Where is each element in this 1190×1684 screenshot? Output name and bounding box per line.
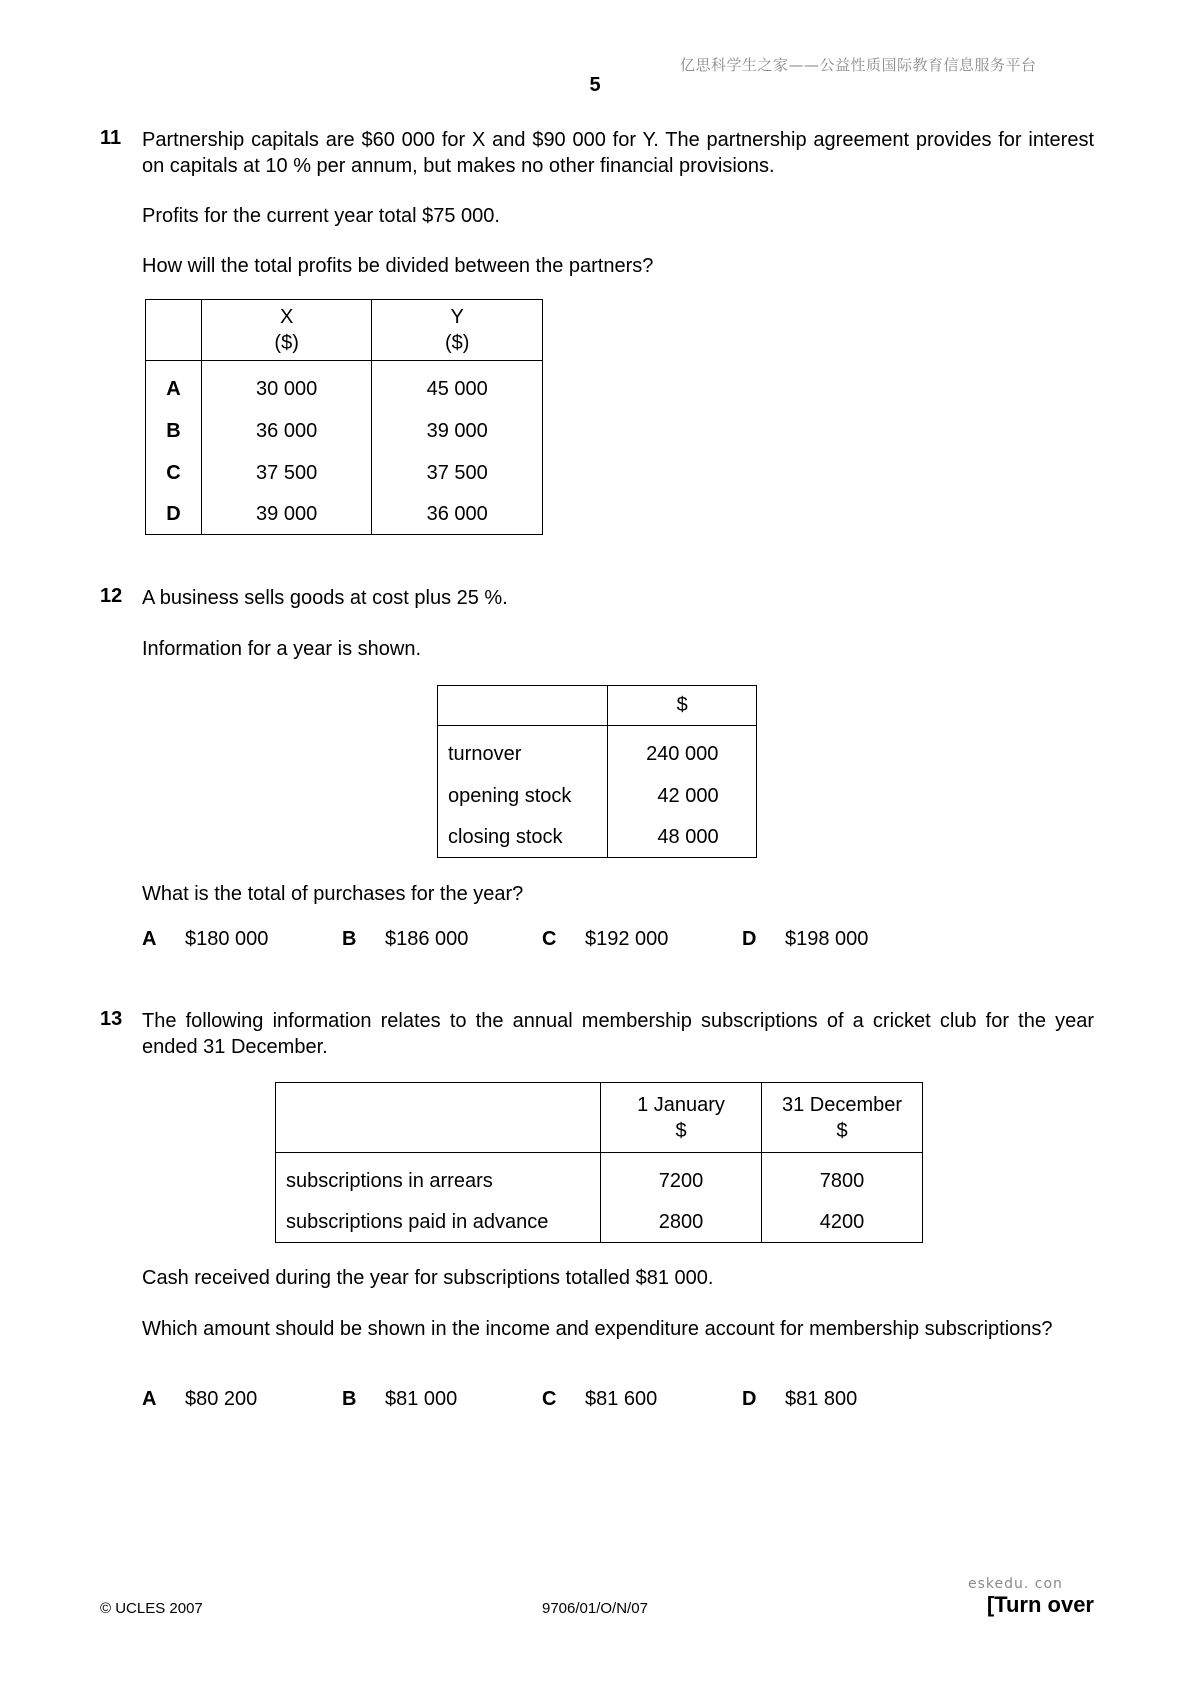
option-a-value: $80 200	[185, 1388, 258, 1410]
watermark-header: 亿思科学生之家——公益性质国际教育信息服务平台	[680, 56, 1037, 74]
column-header-unit: $	[608, 686, 757, 726]
row-value: 48 000	[608, 818, 757, 858]
column-x-label: X	[279, 306, 294, 328]
x-value: 37 500	[201, 453, 372, 495]
y-value: 37 500	[372, 453, 543, 495]
option-d-letter: D	[742, 928, 757, 950]
question-13-cash: Cash received during the year for subscriptions totalled $81 000.	[142, 1267, 714, 1289]
dec-value: 7800	[762, 1153, 923, 1203]
option-a-letter: A	[142, 1388, 157, 1410]
option-c-letter: C	[542, 1388, 557, 1410]
column-header-dec	[762, 1083, 923, 1153]
option-c-value: $81 600	[585, 1388, 658, 1410]
question-12-info: Information for a year is shown.	[142, 638, 422, 660]
turn-over: [Turn over	[986, 1592, 1094, 1617]
copyright: © UCLES 2007	[100, 1600, 203, 1617]
question-12-number: 12	[100, 585, 123, 607]
question-12-table	[437, 685, 757, 858]
table-row	[438, 726, 757, 776]
x-value: 36 000	[201, 411, 372, 453]
row-value: 240 000	[608, 726, 757, 776]
question-13-text: The following information relates to the annual membership subscriptions of a cricket club for the year ended 31 December.	[142, 1010, 1094, 1058]
option-letter: C	[146, 453, 202, 495]
column-dec-label: 31 December	[781, 1093, 903, 1116]
row-label: subscriptions in arrears	[276, 1153, 601, 1203]
table-row	[276, 1153, 923, 1203]
table-row	[146, 495, 543, 535]
y-value: 36 000	[372, 495, 543, 535]
table-corner-cell	[276, 1083, 601, 1153]
option-d-letter: D	[742, 1388, 757, 1410]
option-d-value: $81 800	[785, 1388, 858, 1410]
question-13-question: Which amount should be shown in the income and expenditure account for membership subscriptions?	[142, 1318, 1053, 1340]
option-b-letter: B	[342, 1388, 357, 1410]
question-11-profits: Profits for the current year total $75 000.	[142, 205, 500, 227]
option-letter: A	[146, 361, 202, 411]
option-letter: D	[146, 495, 202, 535]
table-row	[146, 453, 543, 495]
option-letter: B	[146, 411, 202, 453]
table-corner-cell	[146, 300, 202, 361]
row-label: opening stock	[438, 776, 608, 818]
column-header-y	[372, 300, 543, 361]
x-value: 30 000	[201, 361, 372, 411]
question-11-question: How will the total profits be divided between the partners?	[142, 255, 654, 277]
question-13-table	[275, 1082, 923, 1243]
y-value: 45 000	[372, 361, 543, 411]
row-label: subscriptions paid in advance	[276, 1203, 601, 1243]
column-header-jan	[601, 1083, 762, 1153]
column-jan-unit: $	[675, 1119, 687, 1142]
y-value: 39 000	[372, 411, 543, 453]
option-d-value: $198 000	[785, 928, 869, 950]
column-x-unit: ($)	[274, 332, 299, 354]
option-a-letter: A	[142, 928, 157, 950]
question-11-text: Partnership capitals are $60 000 for X and $90 000 for Y. The partnership agreement provides for interest on capitals at 10 % per annum, but makes no other financial provisions.	[142, 129, 1094, 177]
table-row	[146, 361, 543, 411]
row-value: 42 000	[608, 776, 757, 818]
x-value: 39 000	[201, 495, 372, 535]
table-corner-cell	[438, 686, 608, 726]
question-12-text: A business sells goods at cost plus 25 %.	[142, 587, 508, 609]
question-13-number: 13	[100, 1008, 123, 1030]
question-11-table	[145, 299, 543, 535]
column-y-unit: ($)	[444, 332, 470, 354]
page-number: 5	[589, 74, 601, 96]
table-row	[438, 776, 757, 818]
question-12-options	[142, 928, 1042, 954]
column-header-x	[201, 300, 372, 361]
question-13-options	[142, 1388, 1042, 1414]
question-11-number: 11	[100, 127, 122, 149]
row-label: closing stock	[438, 818, 608, 858]
column-dec-unit: $	[836, 1119, 848, 1142]
option-c-letter: C	[542, 928, 557, 950]
table-row	[146, 411, 543, 453]
jan-value: 7200	[601, 1153, 762, 1203]
table-row	[276, 1203, 923, 1243]
question-12-question: What is the total of purchases for the year?	[142, 883, 524, 905]
option-b-value: $186 000	[385, 928, 469, 950]
dec-value: 4200	[762, 1203, 923, 1243]
table-row	[438, 818, 757, 858]
column-jan-label: 1 January	[637, 1093, 725, 1116]
paper-code: 9706/01/O/N/07	[542, 1600, 648, 1617]
option-b-value: $81 000	[385, 1388, 458, 1410]
jan-value: 2800	[601, 1203, 762, 1243]
option-b-letter: B	[342, 928, 357, 950]
watermark-footer: eskedu. con	[968, 1576, 1063, 1592]
column-y-label: Y	[450, 306, 464, 328]
row-label: turnover	[438, 726, 608, 776]
option-c-value: $192 000	[585, 928, 669, 950]
option-a-value: $180 000	[185, 928, 269, 950]
